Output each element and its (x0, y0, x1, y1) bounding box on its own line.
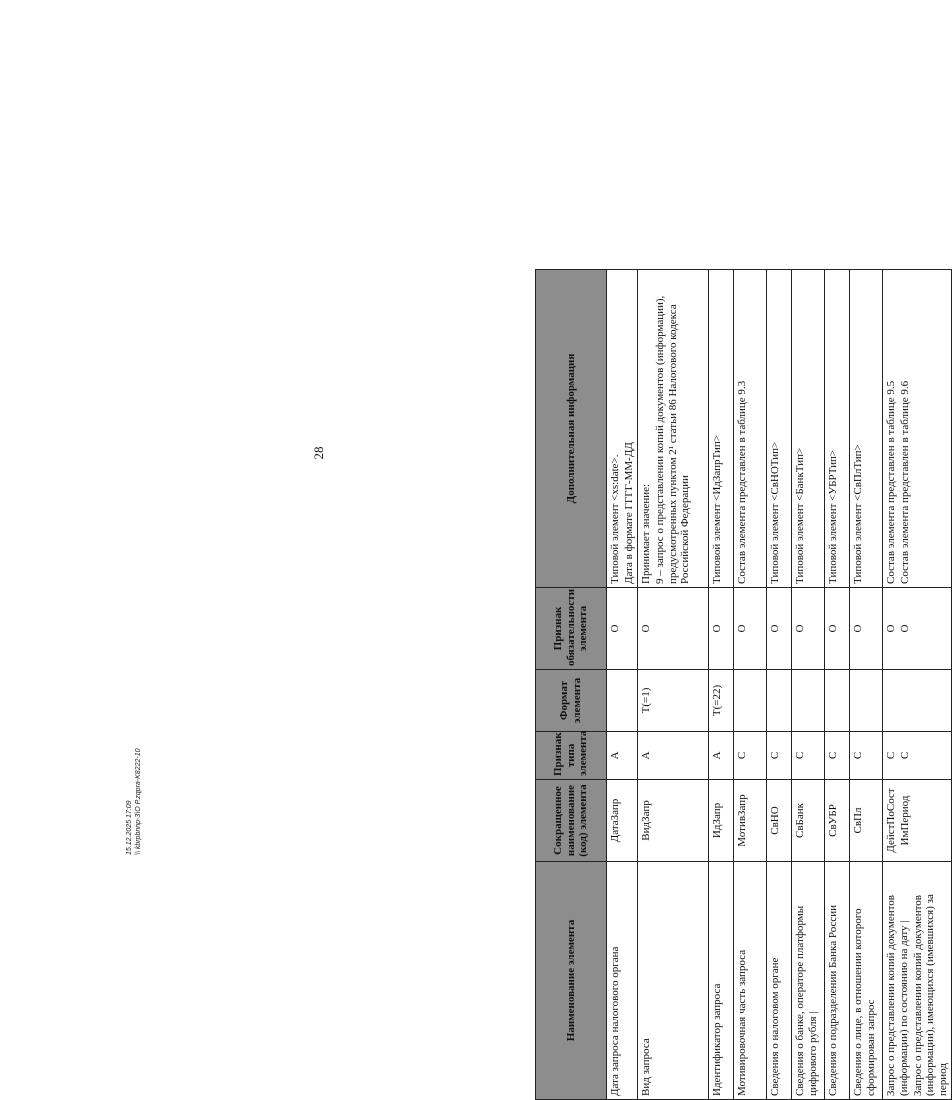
page-footer (125, 695, 155, 855)
footer-doc-ref: \\ kbrpbnnp-3\O P.zqpra-K8222-10 (135, 748, 143, 855)
code-line: ДейстПоСост (885, 788, 898, 853)
cell-name: Сведения о налоговом органе (767, 862, 792, 1100)
cell-required: О (607, 588, 638, 670)
cell-format: Т(=22) (709, 670, 734, 732)
cell-info (607, 270, 638, 588)
cell-type: А (607, 732, 638, 780)
cell-required (883, 588, 952, 670)
header-element-name: Наименование элемента (536, 862, 607, 1100)
cell-name (883, 862, 952, 1100)
table-row (734, 270, 767, 1100)
info-line: Принимает значение: (640, 483, 653, 584)
name-line: Запрос о представлении копий документов (информации), имеющихся (имевшихся) за период (911, 894, 949, 1096)
element-table-container (535, 270, 949, 1100)
cell-info: Типовой элемент <УБРТип> (825, 270, 850, 588)
info-line: Типовой элемент <xs:date>. (609, 454, 621, 584)
code-line: ИмПериод (898, 795, 911, 846)
table-row (607, 270, 638, 1100)
cell-code: МотивЗапр (734, 780, 767, 862)
page-number: 28 (311, 446, 326, 460)
cell-info: Типовой элемент <ИдЗапрТип> (709, 270, 734, 588)
required-line: О (885, 624, 898, 633)
cell-name: Сведения о банке, операторе платформы цифрового рубля | (792, 862, 825, 1100)
cell-name: Дата запроса налогового органа (607, 862, 638, 1100)
cell-name: Идентификатор запроса (709, 862, 734, 1100)
cell-required: О (767, 588, 792, 670)
cell-code: СвПл (850, 780, 883, 862)
table-row (767, 270, 792, 1100)
cell-code: СвНО (767, 780, 792, 862)
info-line: Состав элемента представлен в таблице 9.6 (898, 380, 911, 584)
cell-name: Вид запроса (638, 862, 709, 1100)
name-line: Запрос о представлении копий документов (информации) по состоянию на дату | (885, 895, 910, 1096)
header-element-format: Формат элемента (536, 670, 607, 732)
cell-type: С (767, 732, 792, 780)
cell-code: СвБанк (792, 780, 825, 862)
header-element-code: Сокращенное наименование (код) элемента (536, 780, 607, 862)
cell-type (883, 732, 952, 780)
table-header-row (536, 270, 607, 1100)
cell-format (825, 670, 850, 732)
cell-format (850, 670, 883, 732)
cell-info (638, 270, 709, 588)
cell-format (767, 670, 792, 732)
cell-required: О (638, 588, 709, 670)
info-line: 9 – запрос о представлении копий документов (информации), предусмотренных пунктом 2¹ статьи 86 Налогового кодекса Российской Федерации (653, 295, 692, 584)
cell-format (607, 670, 638, 732)
cell-info: Типовой элемент <СвПлТип> (850, 270, 883, 588)
info-line: Состав элемента представлен в таблице 9.5 (885, 380, 898, 584)
cell-type: С (825, 732, 850, 780)
cell-code: ДатаЗапр (607, 780, 638, 862)
cell-format (792, 670, 825, 732)
cell-format (734, 670, 767, 732)
header-additional-info: Дополнительная информация (536, 270, 607, 588)
cell-name: Сведения о лице, в отношении которого сформирован запрос (850, 862, 883, 1100)
cell-required: О (825, 588, 850, 670)
cell-info: Типовой элемент <БанкТип> (792, 270, 825, 588)
cell-name: Сведения о подразделении Банка России (825, 862, 850, 1100)
table-row (850, 270, 883, 1100)
cell-required: О (850, 588, 883, 670)
element-table (535, 269, 952, 1100)
footer-timestamp: 15.12.2025 17:09 (126, 800, 133, 855)
required-line: О (898, 624, 911, 633)
cell-type: А (709, 732, 734, 780)
table-row (825, 270, 850, 1100)
header-element-type: Признак типа элемента (536, 732, 607, 780)
table-row (792, 270, 825, 1100)
cell-format (883, 670, 952, 732)
table-row (709, 270, 734, 1100)
cell-name: Мотивировочная часть запроса (734, 862, 767, 1100)
cell-code: СвУБР (825, 780, 850, 862)
cell-info: Состав элемента представлен в таблице 9.3 (734, 270, 767, 588)
cell-required: О (792, 588, 825, 670)
cell-code: ВидЗапр (638, 780, 709, 862)
info-line: Дата в формате ГГГГ-ММ-ДД (622, 442, 635, 584)
cell-type: С (792, 732, 825, 780)
cell-required: О (734, 588, 767, 670)
cell-info (883, 270, 952, 588)
cell-type: А (638, 732, 709, 780)
type-line: С (898, 751, 911, 760)
cell-format: Т(=1) (638, 670, 709, 732)
cell-code: ИдЗапр (709, 780, 734, 862)
cell-required: О (709, 588, 734, 670)
cell-type: С (734, 732, 767, 780)
cell-code (883, 780, 952, 862)
type-line: С (885, 751, 898, 760)
header-element-required: Признак обязательности элемента (536, 588, 607, 670)
table-row (883, 270, 952, 1100)
table-row (638, 270, 709, 1100)
cell-type: С (850, 732, 883, 780)
cell-info: Типовой элемент <СвНОТип> (767, 270, 792, 588)
